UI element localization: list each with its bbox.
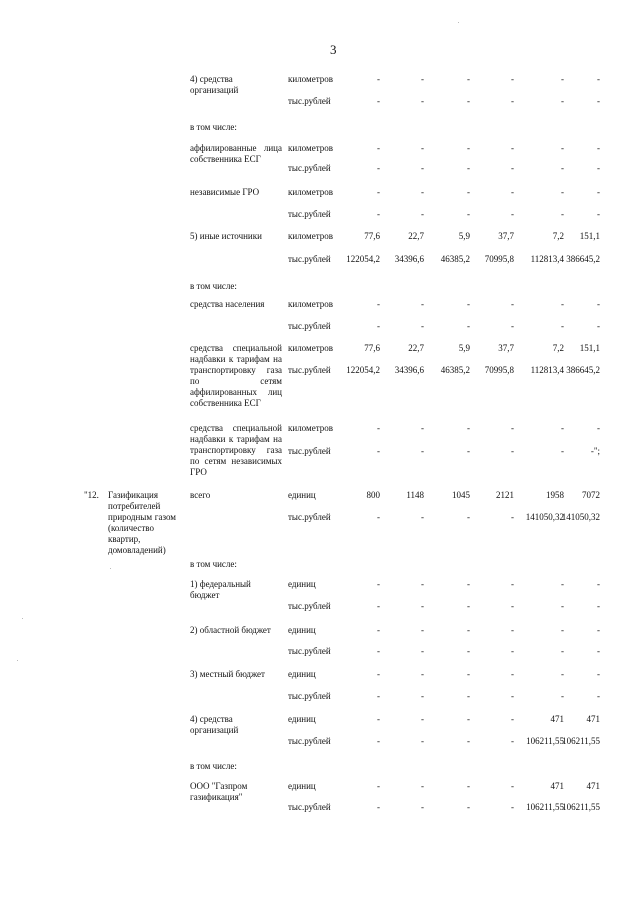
- value-cell: -: [421, 446, 424, 456]
- value-cell: -: [467, 423, 470, 433]
- value-cell: -: [377, 669, 380, 679]
- value-cell: -: [511, 96, 514, 106]
- value-cell: 1148: [406, 490, 424, 500]
- value-cell: -: [561, 579, 564, 589]
- row-label: независимые ГРО: [190, 187, 260, 197]
- value-cell: 1045: [452, 490, 470, 500]
- value-cell: 151,1: [579, 231, 600, 241]
- row-unit: тыс.рублей: [288, 802, 331, 812]
- row-label: средства специальной надбавки к тарифам на транспортировку газа по сетям аффилированных лиц собственника ЕСГ: [190, 343, 282, 408]
- value-cell: -: [421, 781, 424, 791]
- value-cell: -: [421, 714, 424, 724]
- row-label: всего: [190, 490, 211, 500]
- value-cell: -: [511, 299, 514, 309]
- row-label: 1) федеральный бюджет: [190, 579, 251, 600]
- value-cell: 46385,2: [440, 254, 470, 264]
- row-unit: тыс.рублей: [288, 736, 331, 746]
- value-cell: 37,7: [498, 343, 514, 353]
- value-cell: 106211,55: [526, 802, 564, 812]
- value-cell: 800: [366, 490, 380, 500]
- value-cell: -: [467, 143, 470, 153]
- value-cell: -: [561, 691, 564, 701]
- row-unit: километров: [288, 74, 333, 84]
- value-cell: -: [597, 691, 600, 701]
- value-cell: -: [511, 143, 514, 153]
- value-cell: -: [597, 601, 600, 611]
- row-unit: единиц: [288, 714, 316, 724]
- row-unit: километров: [288, 231, 333, 241]
- value-cell: -: [421, 669, 424, 679]
- value-cell: 5,9: [458, 231, 470, 241]
- value-cell: -: [511, 601, 514, 611]
- value-cell: -: [597, 143, 600, 153]
- value-cell: -: [597, 646, 600, 656]
- value-cell: -: [561, 446, 564, 456]
- scan-speck: [458, 22, 459, 23]
- row-unit: тыс.рублей: [288, 512, 331, 522]
- value-cell: -: [511, 625, 514, 635]
- value-cell: -: [561, 163, 564, 173]
- scan-speck: [22, 618, 23, 619]
- value-cell: 112813,4: [530, 365, 564, 375]
- value-cell: 471: [586, 781, 600, 791]
- value-cell: -: [467, 691, 470, 701]
- value-cell: -: [421, 736, 424, 746]
- value-cell: -: [561, 646, 564, 656]
- value-cell: -: [511, 579, 514, 589]
- value-cell: -: [597, 321, 600, 331]
- row-unit: тыс.рублей: [288, 209, 331, 219]
- row-label: в том числе:: [190, 761, 237, 771]
- value-cell: 77,6: [364, 231, 380, 241]
- value-cell: 46385,2: [440, 365, 470, 375]
- value-cell: -: [467, 209, 470, 219]
- value-cell: -: [377, 187, 380, 197]
- row-unit: тыс.рублей: [288, 691, 331, 701]
- value-cell: -: [377, 781, 380, 791]
- value-cell: -: [467, 646, 470, 656]
- value-cell: -: [597, 579, 600, 589]
- row-label: аффилированные лица собственника ЕСГ: [190, 143, 282, 164]
- value-cell: -: [511, 446, 514, 456]
- row-label: 2) областной бюджет: [190, 625, 271, 635]
- value-cell: 106211,55: [562, 736, 600, 746]
- value-cell: -: [377, 74, 380, 84]
- value-cell: -: [511, 802, 514, 812]
- value-cell: -: [511, 209, 514, 219]
- value-cell: 141050,32: [561, 512, 600, 522]
- row-unit: километров: [288, 423, 333, 433]
- value-cell: -: [377, 714, 380, 724]
- value-cell: -: [597, 163, 600, 173]
- value-cell: -: [511, 691, 514, 701]
- value-cell: 7,2: [552, 231, 564, 241]
- value-cell: 106211,55: [562, 802, 600, 812]
- value-cell: -: [421, 187, 424, 197]
- value-cell: -: [377, 579, 380, 589]
- value-cell: -: [377, 446, 380, 456]
- row-label: 4) средства организаций: [190, 74, 239, 95]
- value-cell: -: [561, 625, 564, 635]
- value-cell: -: [467, 601, 470, 611]
- value-cell: -: [561, 74, 564, 84]
- row-label: в том числе:: [190, 281, 237, 291]
- value-cell: -: [467, 802, 470, 812]
- row-unit: единиц: [288, 490, 316, 500]
- row-unit: тыс.рублей: [288, 601, 331, 611]
- value-cell: -: [511, 669, 514, 679]
- value-cell: 70995,8: [484, 365, 514, 375]
- row-unit: тыс.рублей: [288, 254, 331, 264]
- value-cell: -: [561, 209, 564, 219]
- value-cell: -: [421, 321, 424, 331]
- value-cell: -: [377, 423, 380, 433]
- value-cell: -: [511, 423, 514, 433]
- value-cell: -: [561, 299, 564, 309]
- value-cell: 106211,55: [526, 736, 564, 746]
- page-number: 3: [330, 42, 337, 57]
- value-cell: -: [467, 669, 470, 679]
- value-cell: 122054,2: [346, 254, 380, 264]
- value-cell: 37,7: [498, 231, 514, 241]
- value-cell: 386645,2: [566, 365, 600, 375]
- value-cell: -: [511, 187, 514, 197]
- value-cell: 122054,2: [346, 365, 380, 375]
- scan-speck: [110, 568, 111, 569]
- row-label: в том числе:: [190, 122, 237, 132]
- value-cell: -: [467, 187, 470, 197]
- row-unit: единиц: [288, 579, 316, 589]
- value-cell: -: [421, 74, 424, 84]
- value-cell: 112813,4: [530, 254, 564, 264]
- row-label: 5) иные источники: [190, 231, 262, 241]
- value-cell: -: [561, 143, 564, 153]
- value-cell: -: [511, 512, 514, 522]
- value-cell: -: [377, 625, 380, 635]
- value-cell: 34396,6: [394, 254, 424, 264]
- value-cell: -: [561, 321, 564, 331]
- value-cell: -: [377, 802, 380, 812]
- value-cell: -: [467, 512, 470, 522]
- row-unit: километров: [288, 299, 333, 309]
- value-cell: -: [421, 601, 424, 611]
- value-cell: 22,7: [408, 231, 424, 241]
- value-cell: -: [421, 423, 424, 433]
- section-12-title: Газификация потребителей природным газом (количество квартир, домовладений): [108, 490, 176, 555]
- value-cell: -: [377, 163, 380, 173]
- value-cell: -: [467, 321, 470, 331]
- row-unit: километров: [288, 343, 333, 353]
- value-cell: -: [421, 802, 424, 812]
- value-cell: -: [597, 625, 600, 635]
- value-cell: 77,6: [364, 343, 380, 353]
- value-cell: -: [377, 691, 380, 701]
- value-cell: -: [421, 143, 424, 153]
- value-cell: -: [467, 299, 470, 309]
- value-cell: -: [597, 74, 600, 84]
- value-cell: 22,7: [408, 343, 424, 353]
- value-cell: 34396,6: [394, 365, 424, 375]
- row-unit: километров: [288, 187, 333, 197]
- value-cell: -: [511, 321, 514, 331]
- value-cell: -: [597, 299, 600, 309]
- value-cell: 7,2: [552, 343, 564, 353]
- row-unit: единиц: [288, 669, 316, 679]
- value-cell: 2121: [496, 490, 514, 500]
- value-cell: -: [561, 669, 564, 679]
- value-cell: -: [467, 74, 470, 84]
- value-cell: -: [467, 736, 470, 746]
- value-cell: -: [421, 299, 424, 309]
- value-cell: -: [467, 714, 470, 724]
- value-cell: 1958: [546, 490, 564, 500]
- value-cell: -: [561, 96, 564, 106]
- row-label: 3) местный бюджет: [190, 669, 265, 679]
- value-cell: -: [421, 625, 424, 635]
- value-cell: -: [421, 579, 424, 589]
- row-label: в том числе:: [190, 559, 237, 569]
- value-cell: -: [421, 691, 424, 701]
- value-cell: 5,9: [458, 343, 470, 353]
- value-cell: -: [421, 163, 424, 173]
- row-unit: тыс.рублей: [288, 446, 331, 456]
- value-cell: -: [377, 646, 380, 656]
- value-cell: -: [467, 781, 470, 791]
- value-cell: 70995,8: [484, 254, 514, 264]
- row-unit: тыс.рублей: [288, 163, 331, 173]
- value-cell: -: [421, 512, 424, 522]
- value-cell: -: [511, 736, 514, 746]
- row-unit: тыс.рублей: [288, 365, 331, 375]
- value-cell: -: [377, 512, 380, 522]
- value-cell: -: [597, 187, 600, 197]
- scan-speck: [17, 660, 18, 661]
- value-cell: 7072: [582, 490, 600, 500]
- value-cell: -: [421, 646, 424, 656]
- row-unit: тыс.рублей: [288, 646, 331, 656]
- row-label: средства специальной надбавки к тарифам на транспортировку газа по сетям независимых ГРО: [190, 423, 282, 477]
- value-cell: -: [597, 209, 600, 219]
- value-cell: 471: [586, 714, 600, 724]
- value-cell: -: [421, 96, 424, 106]
- value-cell: -: [467, 579, 470, 589]
- value-cell: -: [467, 446, 470, 456]
- value-cell: -: [561, 187, 564, 197]
- value-cell: -: [511, 781, 514, 791]
- value-cell: -: [561, 423, 564, 433]
- value-cell: -: [467, 625, 470, 635]
- value-cell: -: [421, 209, 424, 219]
- value-cell: 141050,32: [525, 512, 564, 522]
- row-unit: тыс.рублей: [288, 321, 331, 331]
- value-cell: 471: [550, 714, 564, 724]
- value-cell: -: [511, 74, 514, 84]
- value-cell: -: [377, 321, 380, 331]
- value-cell: -: [597, 96, 600, 106]
- value-cell: -: [377, 299, 380, 309]
- value-cell: -: [377, 143, 380, 153]
- value-cell: -";: [590, 446, 600, 456]
- value-cell: -: [597, 669, 600, 679]
- value-cell: -: [467, 96, 470, 106]
- value-cell: 386645,2: [566, 254, 600, 264]
- value-cell: -: [597, 423, 600, 433]
- section-12-number: "12.: [84, 490, 99, 500]
- row-label: 4) средства организаций: [190, 714, 239, 735]
- value-cell: -: [377, 736, 380, 746]
- value-cell: -: [561, 601, 564, 611]
- value-cell: -: [511, 646, 514, 656]
- row-label: средства населения: [190, 299, 265, 309]
- value-cell: 471: [550, 781, 564, 791]
- row-unit: единиц: [288, 781, 316, 791]
- row-unit: единиц: [288, 625, 316, 635]
- value-cell: -: [467, 163, 470, 173]
- value-cell: -: [511, 714, 514, 724]
- row-unit: километров: [288, 143, 333, 153]
- row-unit: тыс.рублей: [288, 96, 331, 106]
- value-cell: -: [377, 601, 380, 611]
- value-cell: -: [377, 209, 380, 219]
- value-cell: -: [511, 163, 514, 173]
- value-cell: -: [377, 96, 380, 106]
- row-label: ООО "Газпром газификация": [190, 781, 248, 802]
- value-cell: 151,1: [579, 343, 600, 353]
